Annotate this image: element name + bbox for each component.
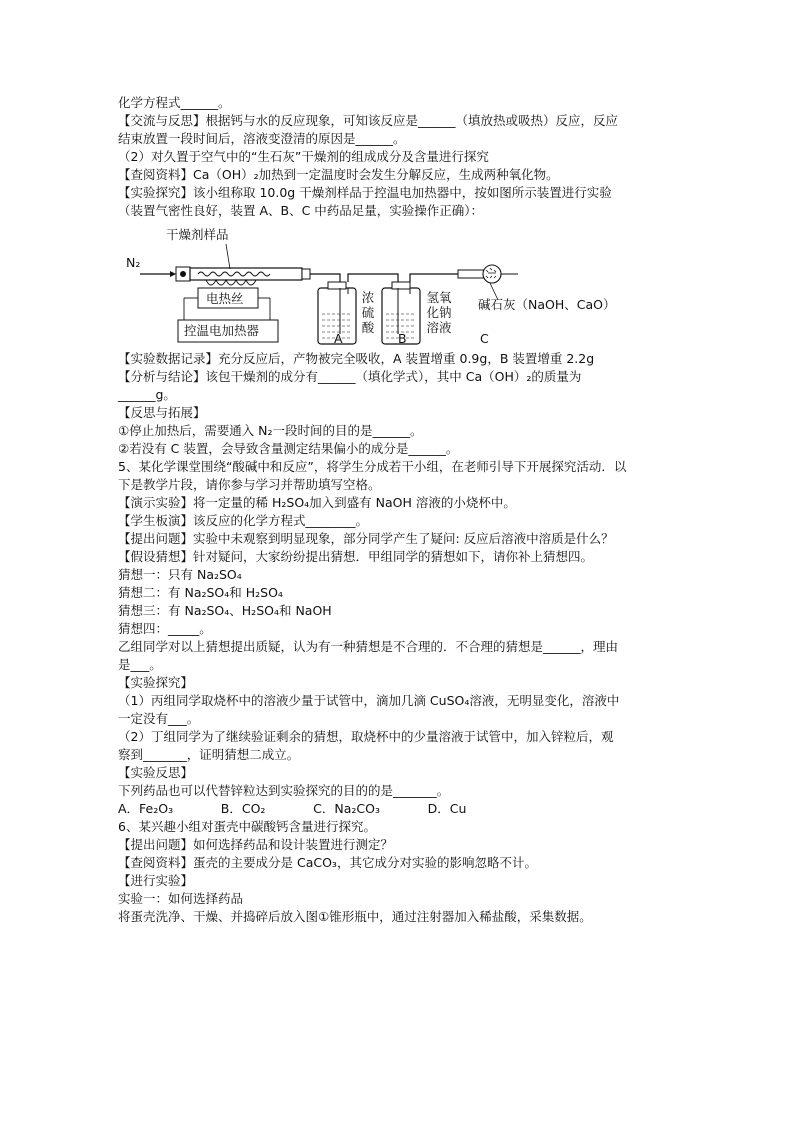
n2-label: N₂ bbox=[126, 255, 141, 270]
text-line: 【演示实验】将一定量的稀 H₂SO₄加入到盛有 NaOH 溶液的小烧杯中。 bbox=[118, 495, 516, 510]
reagent-c-label: 碱石灰（NaOH、CaO） bbox=[478, 297, 616, 312]
text-line: 【查阅资料】Ca（OH）₂加热到一定温度时会发生分解反应，生成两种氧化物。 bbox=[118, 167, 559, 182]
text-line: 实验一：如何选择药品 bbox=[118, 891, 244, 906]
text-line: 5、某化学课堂围绕“酸碱中和反应”，将学生分成若干小组，在老师引导下开展探究活动．以 bbox=[118, 459, 627, 474]
text-line: 一定没有___。 bbox=[118, 711, 200, 726]
text-line: 【实验探究】该小组称取 10.0g 干燥剂样品于控温电加热器中，按如图所示装置进行实验 bbox=[118, 185, 612, 200]
text-line: 是___。 bbox=[118, 657, 162, 672]
heater-label: 控温电加热器 bbox=[184, 323, 260, 338]
text-line: 猜想二：有 Na₂SO₄和 H₂SO₄ bbox=[118, 585, 283, 600]
sample-label: 干燥剂样品 bbox=[166, 227, 229, 242]
text-line: 【查阅资料】蛋壳的主要成分是 CaCO₃，其它成分对实验的影响忽略不计。 bbox=[118, 855, 537, 870]
text-line: 【实验反思】 bbox=[118, 765, 194, 780]
text-line: 化学方程式______。 bbox=[118, 95, 231, 110]
text-line: A．Fe₂O₃ B．CO₂ C．Na₂CO₃ D．Cu bbox=[118, 801, 467, 816]
reagent-b-label: 氢氧 化钠 溶液 bbox=[426, 290, 452, 335]
text-line: 察到_______，证明猜想二成立。 bbox=[118, 747, 300, 762]
text-block-before-figure bbox=[118, 94, 678, 220]
text-block-after-figure bbox=[118, 350, 678, 926]
text-line: 【学生板演】该反应的化学方程式________。 bbox=[118, 513, 369, 528]
text-line: ______g。 bbox=[118, 387, 176, 402]
reagent-a-label: 浓 硫 酸 bbox=[361, 290, 375, 335]
text-line: 【交流与反思】根据钙与水的反应现象，可知该反应是______（填放热或吸热）反应，反应 bbox=[118, 113, 619, 128]
text-line: 猜想四：_____。 bbox=[118, 621, 212, 636]
text-line: （2）对久置于空气中的“生石灰”干燥剂的组成成分及含量进行探究 bbox=[118, 149, 489, 164]
heater-wire-coil bbox=[206, 280, 256, 285]
text-line: 下列药品也可以代替锌粒达到实验探究的目的的是_______。 bbox=[118, 783, 450, 798]
text-line: 【提出问题】实验中未观察到明显现象，部分同学产生了疑问: 反应后溶液中溶质是什么？ bbox=[118, 531, 614, 546]
text-line: 将蛋壳洗净、干燥、并捣碎后放入图①锥形瓶中，通过注射器加入稀盐酸，采集数据。 bbox=[118, 909, 592, 924]
text-line: 6、某兴趣小组对蛋壳中碳酸钙含量进行探究。 bbox=[118, 819, 376, 834]
text-line: 【反思与拓展】 bbox=[118, 405, 206, 420]
text-line: 【提出问题】如何选择药品和设计装置进行测定？ bbox=[118, 837, 394, 852]
label-a: A bbox=[334, 331, 343, 346]
text-line: ②若没有 C 装置，会导致含量测定结果偏小的成分是______。 bbox=[118, 441, 459, 456]
text-line: 【实验数据记录】充分反应后，产物被完全吸收，A 装置增重 0.9g，B 装置增重 2.2g bbox=[118, 351, 595, 366]
text-line: 【进行实验】 bbox=[118, 873, 194, 888]
text-line: （装置气密性良好，装置 A、B、C 中药品足量，实验操作正确）： bbox=[118, 203, 484, 218]
text-line: 猜想三：有 Na₂SO₄、H₂SO₄和 NaOH bbox=[118, 603, 332, 618]
text-line: 下是教学片段，请你参与学习并帮助填写空格。 bbox=[118, 477, 381, 492]
text-line: （1）丙组同学取烧杯中的溶液少量于试管中，滴加几滴 CuSO₄溶液，无明显变化，溶液中 bbox=[118, 693, 620, 708]
text-line: 乙组同学对以上猜想提出质疑，认为有一种猜想是不合理的．不合理的猜想是______，理由 bbox=[118, 639, 619, 654]
heater-wire-label: 电热丝 bbox=[206, 291, 244, 306]
text-line: 【实验探究】 bbox=[118, 675, 194, 690]
text-line: 【假设猜想】针对疑问，大家纷纷提出猜想．甲组同学的猜想如下，请你补上猜想四。 bbox=[118, 549, 594, 564]
label-b: B bbox=[398, 331, 407, 346]
text-line: 猜想一：只有 Na₂SO₄ bbox=[118, 567, 242, 582]
apparatus-figure bbox=[118, 222, 678, 346]
text-line: 结束放置一段时间后，溶液变澄清的原因是______。 bbox=[118, 131, 406, 146]
label-c: C bbox=[480, 331, 489, 346]
text-line: 【分析与结论】该包干燥剂的成分有______（填化学式），其中 Ca（OH）₂的质量为 bbox=[118, 369, 582, 384]
document-page bbox=[118, 94, 678, 926]
drying-tube-c bbox=[458, 270, 484, 278]
text-line: ①停止加热后，需要通入 N₂一段时间的目的是______。 bbox=[118, 423, 423, 438]
text-line: （2）丁组同学为了继续验证剩余的猜想，取烧杯中的少量溶液于试管中，加入锌粒后，观 bbox=[118, 729, 614, 744]
